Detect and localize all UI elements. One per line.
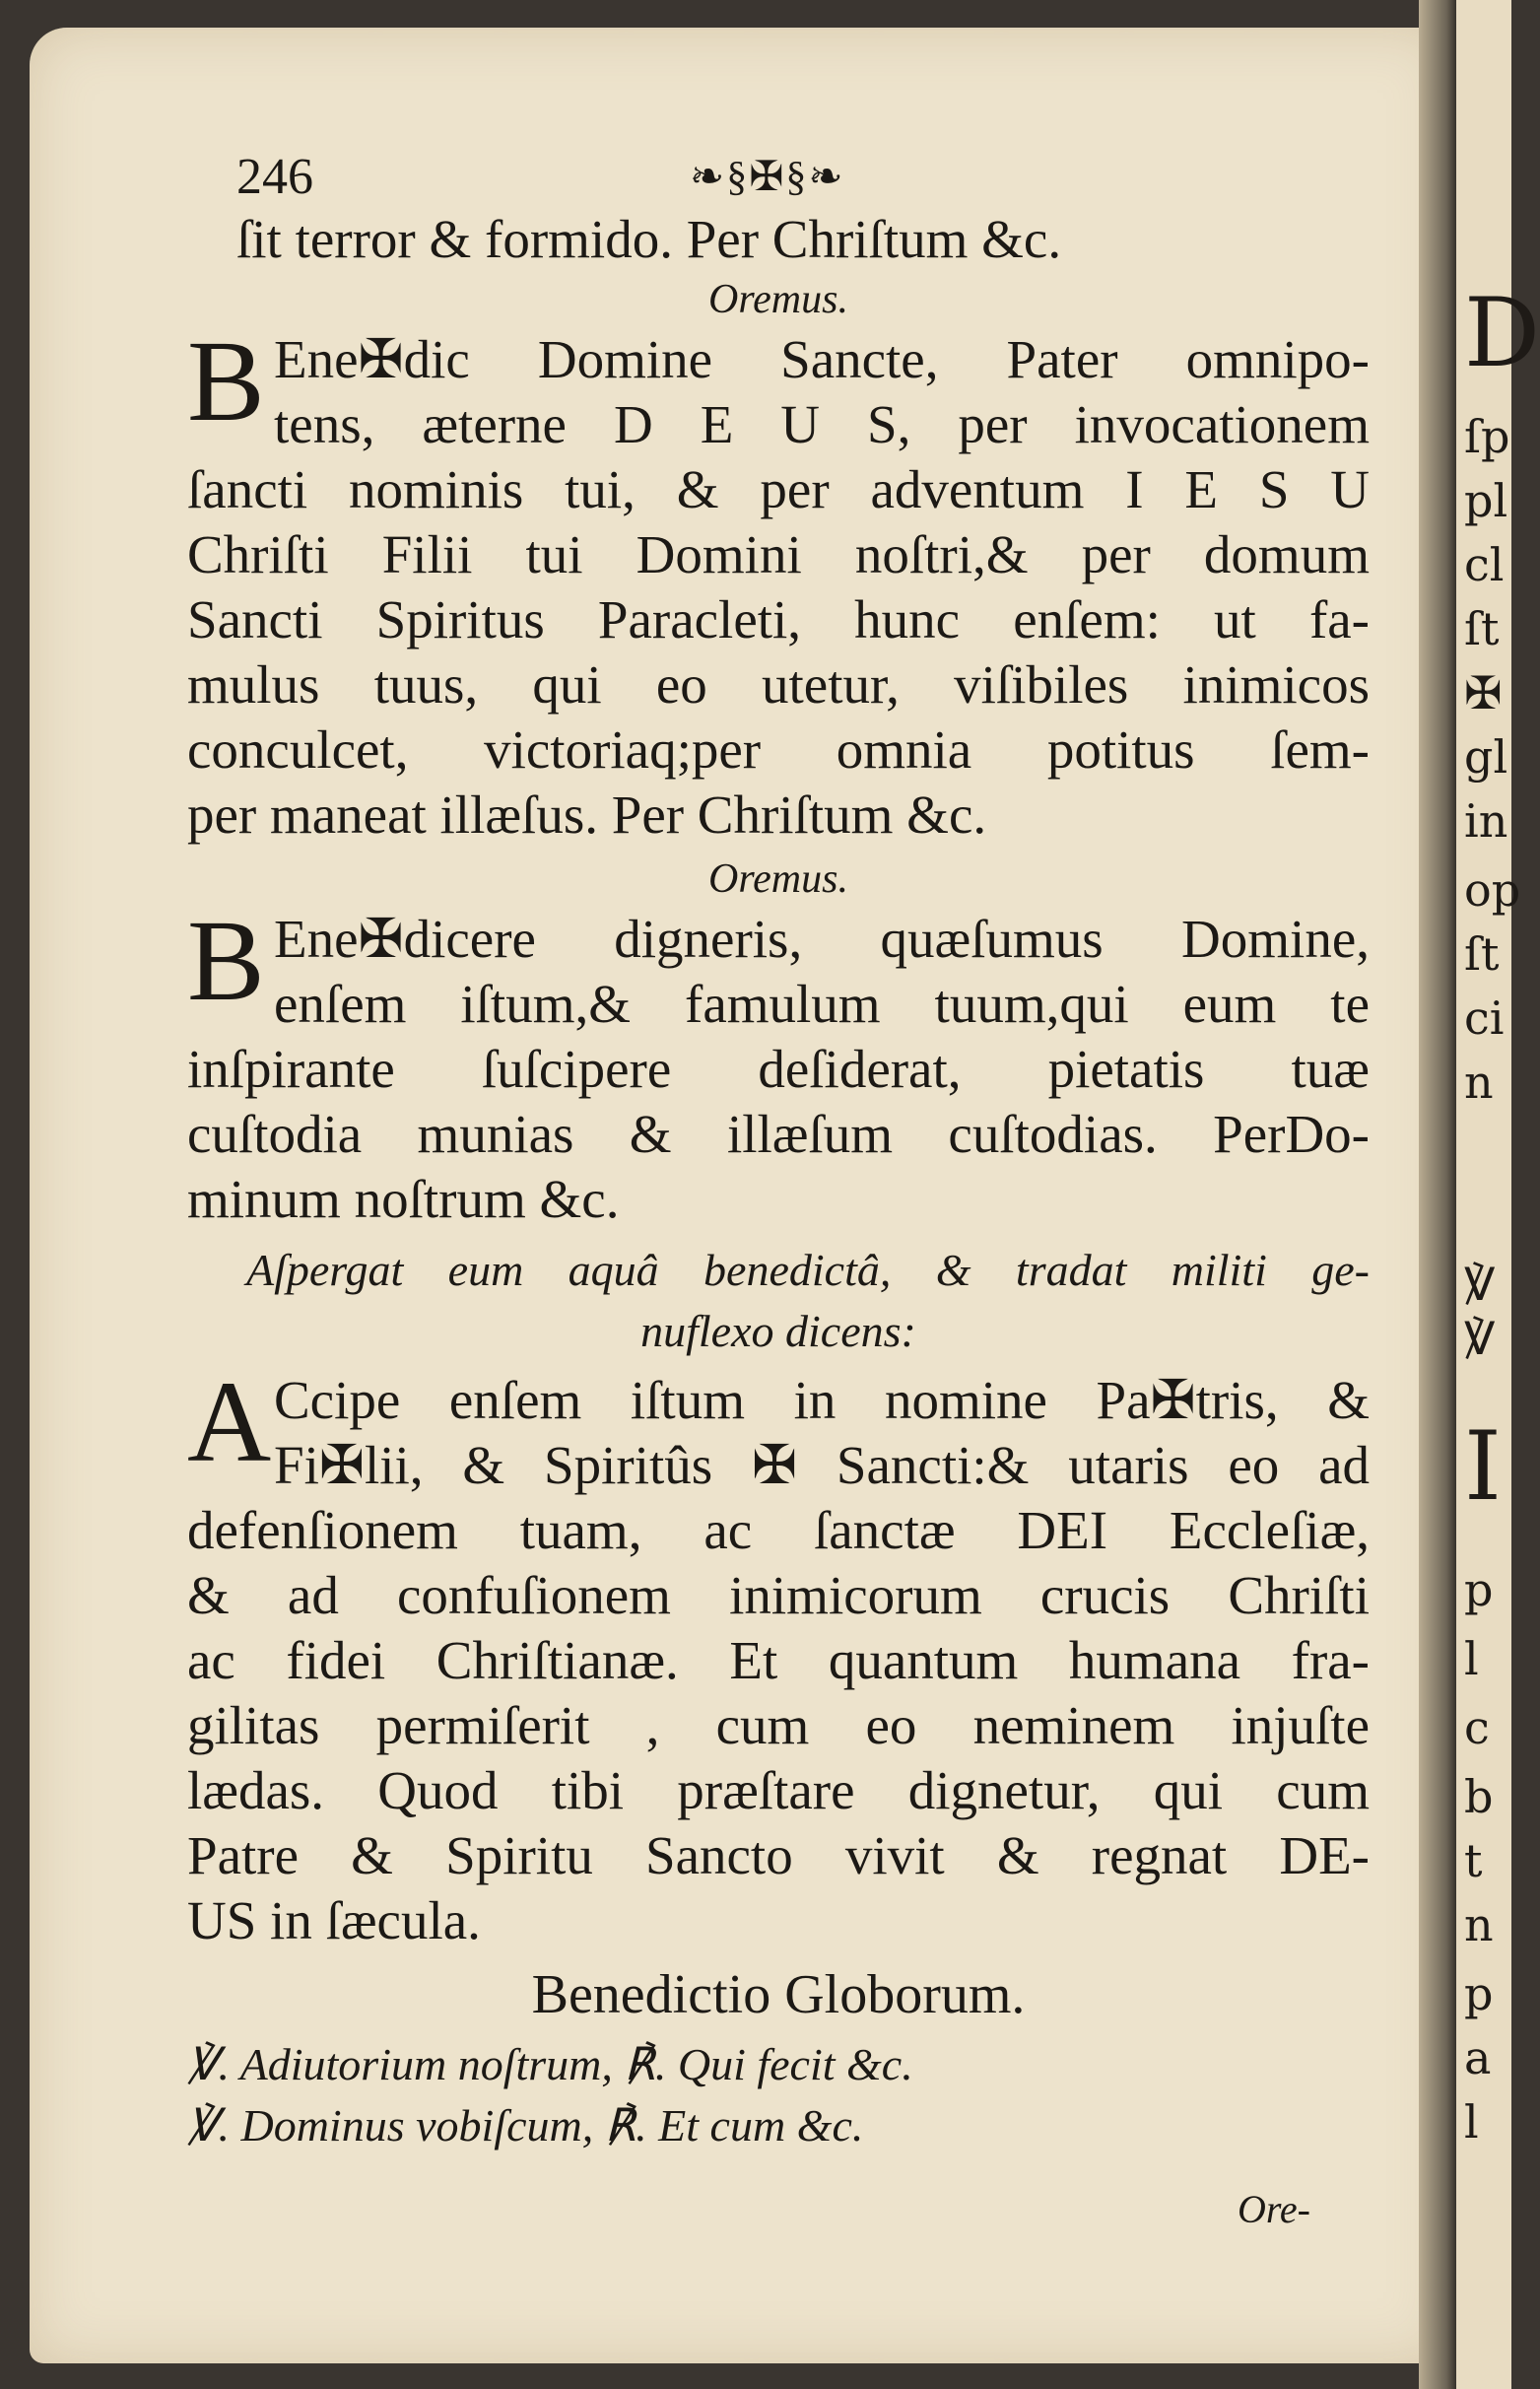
text-line: per maneat illæſus. Per Chriſtum &c.: [187, 785, 987, 845]
text-line: Fi✠lii, & Spiritûs ✠ Sancti:& utaris eo ad: [274, 1435, 1370, 1495]
facing-fragment: ℣: [1464, 1258, 1496, 1311]
text-line: cuſtodia munias & illæſum cuſtodias. PerDo-: [187, 1104, 1370, 1164]
text-block: [187, 138, 1370, 2232]
text-line: & ad confuſionem inimicorum crucis Chriſti: [187, 1565, 1370, 1625]
heading-oremus: Oremus.: [708, 277, 848, 322]
text-line: Ene✠dic Domine Sancte, Pater omnipo-: [274, 329, 1370, 389]
facing-fragment: p: [1464, 1967, 1494, 2020]
page-number: 246: [236, 149, 313, 205]
section-title: Benedictio Globorum.: [531, 1964, 1026, 2025]
catchword: Ore-: [1237, 2187, 1310, 2231]
facing-fragment: n: [1464, 1056, 1494, 1109]
text-line: Ccipe enſem iſtum in nomine Pa✠tris, &: [274, 1370, 1370, 1430]
facing-fragment: ſt: [1464, 927, 1500, 981]
facing-fragment: cl: [1464, 538, 1505, 591]
facing-fragment: a: [1464, 2031, 1492, 2084]
text-line: Chriſti Filii tui Domini noſtri,& per domum: [187, 524, 1370, 584]
text-line: tens, æterne D E U S, per invocationem: [274, 394, 1370, 454]
drop-cap: B: [187, 896, 265, 1025]
facing-fragment: in: [1464, 794, 1508, 848]
facing-fragment: c: [1464, 1701, 1490, 1754]
text-line: Patre & Spiritu Sancto vivit & regnat DE-: [187, 1825, 1370, 1885]
text-line: enſem iſtum,& famulum tuum,qui eum te: [274, 974, 1370, 1034]
facing-fragment: pl: [1464, 474, 1508, 527]
facing-fragment: ℣: [1464, 1312, 1496, 1365]
facing-fragment: p: [1464, 1563, 1494, 1616]
versicle-line: ℣. Adiutorium noſtrum, ℟. Qui fecit &c.: [187, 2039, 913, 2089]
facing-fragment: ci: [1464, 991, 1505, 1045]
facing-fragment: b: [1464, 1770, 1494, 1823]
book-gutter: [1419, 0, 1458, 2389]
drop-cap: B: [187, 316, 265, 445]
text-line: Ene✠dicere digneris, quæſumus Domine,: [274, 909, 1370, 969]
text-line: ſit terror & formido. Per Chriſtum &c.: [236, 209, 1062, 269]
heading-oremus: Oremus.: [708, 856, 848, 902]
text-line: ac fidei Chriſtianæ. Et quantum humana fra-: [187, 1630, 1370, 1690]
text-line: gilitas permiſerit , cum eo neminem injuſte: [187, 1695, 1370, 1755]
rubric-line: nuflexo dicens:: [640, 1306, 916, 1356]
text-line: lædas. Quod tibi præſtare dignetur, qui cum: [187, 1760, 1370, 1820]
facing-fragment: gl: [1464, 730, 1508, 784]
facing-fragment: D: [1464, 278, 1540, 388]
text-line: Sancti Spiritus Paracleti, hunc enſem: ut fa-: [187, 589, 1370, 649]
facing-fragment: I: [1464, 1411, 1502, 1522]
facing-fragment: t: [1464, 1834, 1483, 1887]
facing-fragment: l: [1464, 1632, 1479, 1685]
text-line: minum noſtrum &c.: [187, 1169, 620, 1229]
rubric-line: Aſpergat eum aquâ benedictâ, & tradat militi ge-: [246, 1245, 1370, 1295]
facing-page-edge: [1456, 0, 1540, 2389]
text-line: US in ſæcula.: [187, 1890, 481, 1950]
drop-cap: A: [187, 1357, 272, 1486]
facing-fragment: ſt: [1464, 602, 1500, 655]
facing-fragment: l: [1464, 2095, 1479, 2149]
text-line: ſancti nominis tui, & per adventum I E S U: [187, 459, 1370, 519]
page-header: [187, 138, 1370, 207]
facing-fragment: n: [1464, 1898, 1494, 1951]
text-line: conculcet, victoriaq;per omnia potitus ſem-: [187, 719, 1370, 780]
text-line: inſpirante ſuſcipere deſiderat, pietatis tuæ: [187, 1039, 1370, 1099]
paragraph-benedicere: [187, 896, 1370, 1232]
paragraph-accipe: [187, 1357, 1370, 1953]
text-line: mulus tuus, qui eo utetur, viſibiles inimicos: [187, 654, 1370, 715]
versicle-line: ℣. Dominus vobiſcum, ℟. Et cum &c.: [187, 2100, 864, 2150]
ornament-icon: ❧§✠§❧: [690, 155, 845, 200]
paragraph-benedic: [187, 316, 1370, 848]
facing-fragment: op: [1464, 863, 1521, 917]
text-line: defenſionem tuam, ac ſanctæ DEI Eccleſiæ,: [187, 1500, 1370, 1560]
facing-fragment: ✠: [1464, 666, 1503, 719]
facing-fragment: ſp: [1464, 410, 1510, 463]
